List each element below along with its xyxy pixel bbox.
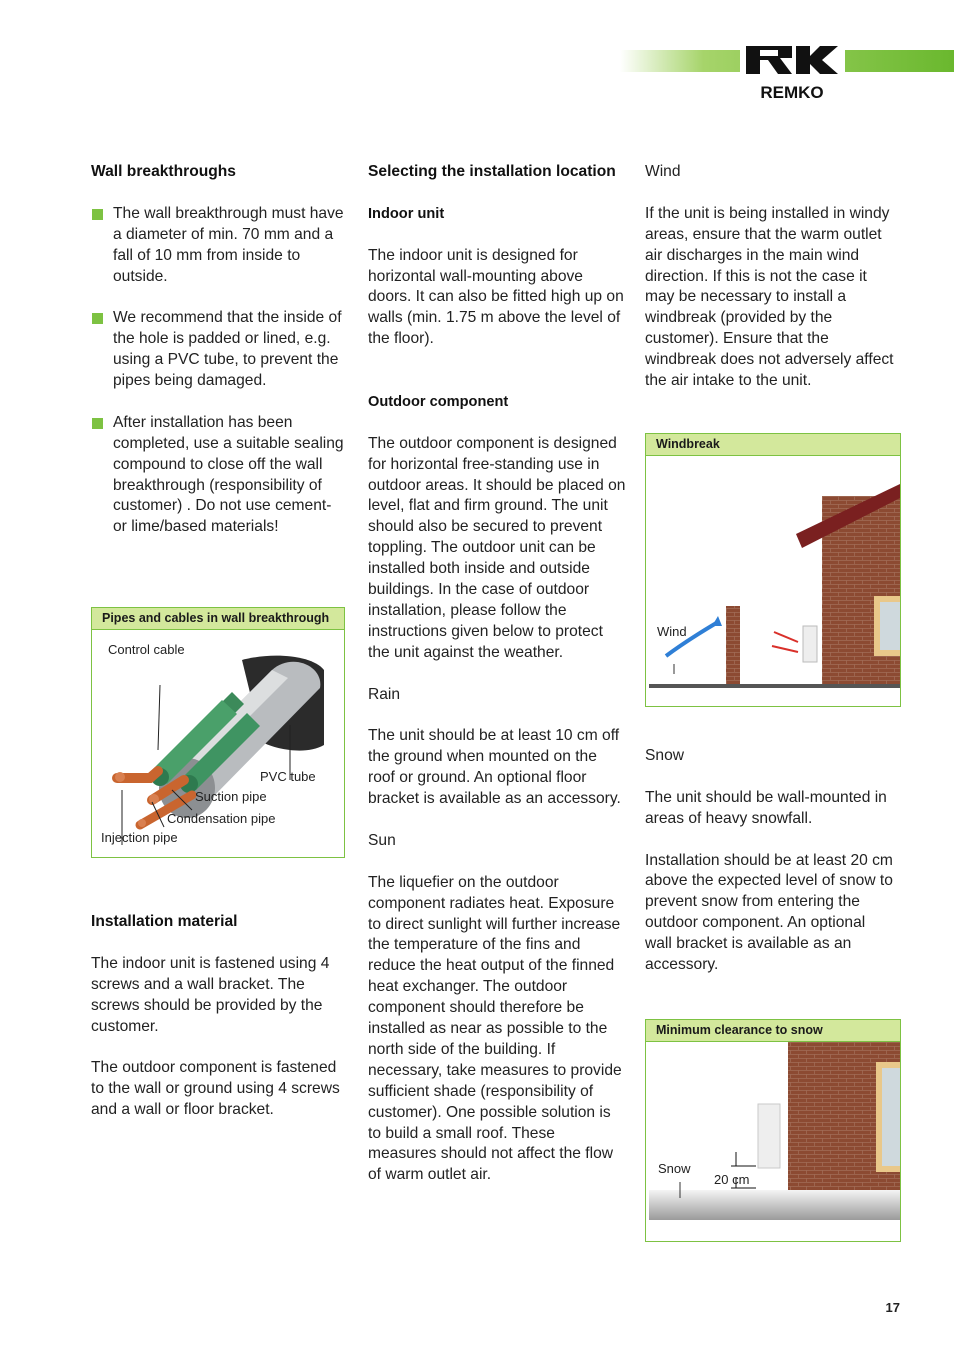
paragraph: The indoor unit is designed for horizontal wall-mounting above doors. It can also be fitted high up on walls (min. 1.75 m above the level of the floor).: [368, 246, 624, 348]
page-number: 17: [885, 1300, 900, 1315]
heading-installation-material: Installation material: [91, 913, 238, 930]
paragraph: Installation should be at least 20 cm above the expected level of snow to prevent snow from entering the outdoor component. An optional wall bracket is available as an accessory.: [645, 851, 893, 974]
label-condensation-pipe: Condensation pipe: [167, 811, 276, 826]
label-pvc-tube: PVC tube: [260, 769, 316, 784]
heading-selecting-location: Selecting the installation location: [368, 163, 616, 180]
figure-caption: Pipes and cables in wall breakthrough: [92, 608, 344, 630]
paragraph: The outdoor component is designed for horizontal free-standing use in outdoor areas. It should be placed on level, flat and firm ground. The unit should also be secured to prevent toppling. The outdoor unit can be installed both inside and outside buildings. In the case of outdoor installation, please follow the instructions given below to protect the unit against the weather.: [368, 434, 626, 661]
bullet-square-icon: [92, 209, 103, 220]
paragraph: If the unit is being installed in windy areas, ensure that the warm outlet air discharges in the main wind direction. If this is not the case it may be necessary to install a windbreak (provided by the customer). Ensure that the windbreak does not adversely affect the air intake to the unit.: [645, 204, 894, 390]
label-wind: Wind: [657, 624, 687, 639]
heading-wall-breakthroughs: Wall breakthroughs: [91, 163, 236, 180]
windbreak-illustration: [646, 456, 900, 706]
heading-indoor-unit: Indoor unit: [368, 205, 445, 222]
label-injection-pipe: Injection pipe: [101, 830, 178, 845]
paragraph: The indoor unit is fastened using 4 screws and a wall bracket. The screws should be provided by the customer.: [91, 954, 330, 1035]
column-middle: [368, 162, 626, 1186]
subheading-wind: Wind: [645, 163, 681, 180]
paragraph: The liquefier on the outdoor component radiates heat. Exposure to direct sunlight will further increase the temperature of the fins and reduce the heat output of the finned heat exchanger. The outdoor component should therefore be installed as near as possible to the north side of the building. If necessary, take measures to provide sufficient shade (responsibility of customer). One possible solution is to build a small roof. These measures should not affect the flow of warm outlet air.: [368, 873, 622, 1184]
subheading-rain: Rain: [368, 685, 401, 703]
column-right-snow: [645, 746, 895, 976]
figure-caption: Minimum clearance to snow: [646, 1020, 900, 1042]
list-item: After installation has been completed, use a suitable sealing compound to close off the wall breakthrough (responsibility of customer) . Do not use cement- or lime/based materials!: [91, 413, 349, 538]
list-item: The wall breakthrough must have a diameter of min. 70 mm and a fall of 10 mm from inside to outside.: [91, 204, 349, 288]
label-20cm: 20 cm: [714, 1172, 750, 1187]
logo-wordmark: REMKO: [760, 83, 824, 102]
figure-pipes: [91, 607, 345, 858]
paragraph: The outdoor component is fastened to the wall or ground using 4 screws and a wall or floor bracket.: [91, 1059, 340, 1119]
bullet-list: [91, 204, 349, 538]
snow-illustration: [646, 1042, 900, 1241]
subheading-sun: Sun: [368, 831, 396, 849]
label-control-cable: Control cable: [108, 642, 185, 657]
figure-snow-clearance: [645, 1019, 901, 1242]
column-left: [91, 162, 349, 538]
figure-windbreak: [645, 433, 901, 707]
heading-outdoor-component: Outdoor component: [368, 393, 509, 410]
bullet-square-icon: [92, 418, 103, 429]
label-snow: Snow: [658, 1161, 691, 1176]
column-right: [645, 162, 895, 392]
bullet-square-icon: [92, 313, 103, 324]
label-suction-pipe: Suction pipe: [195, 789, 267, 804]
figure-caption: Windbreak: [646, 434, 900, 456]
paragraph: The unit should be at least 10 cm off the ground when mounted on the roof or ground. An optional floor bracket is available as an accessory.: [368, 727, 621, 808]
list-item: We recommend that the inside of the hole is padded or lined, e.g. using a PVC tube, to prevent the pipes being damaged.: [91, 308, 349, 392]
subheading-snow: Snow: [645, 747, 685, 764]
paragraph: The unit should be wall-mounted in areas of heavy snowfall.: [645, 788, 887, 827]
remko-logo: [740, 40, 845, 104]
column-left-lower: [91, 912, 349, 1121]
